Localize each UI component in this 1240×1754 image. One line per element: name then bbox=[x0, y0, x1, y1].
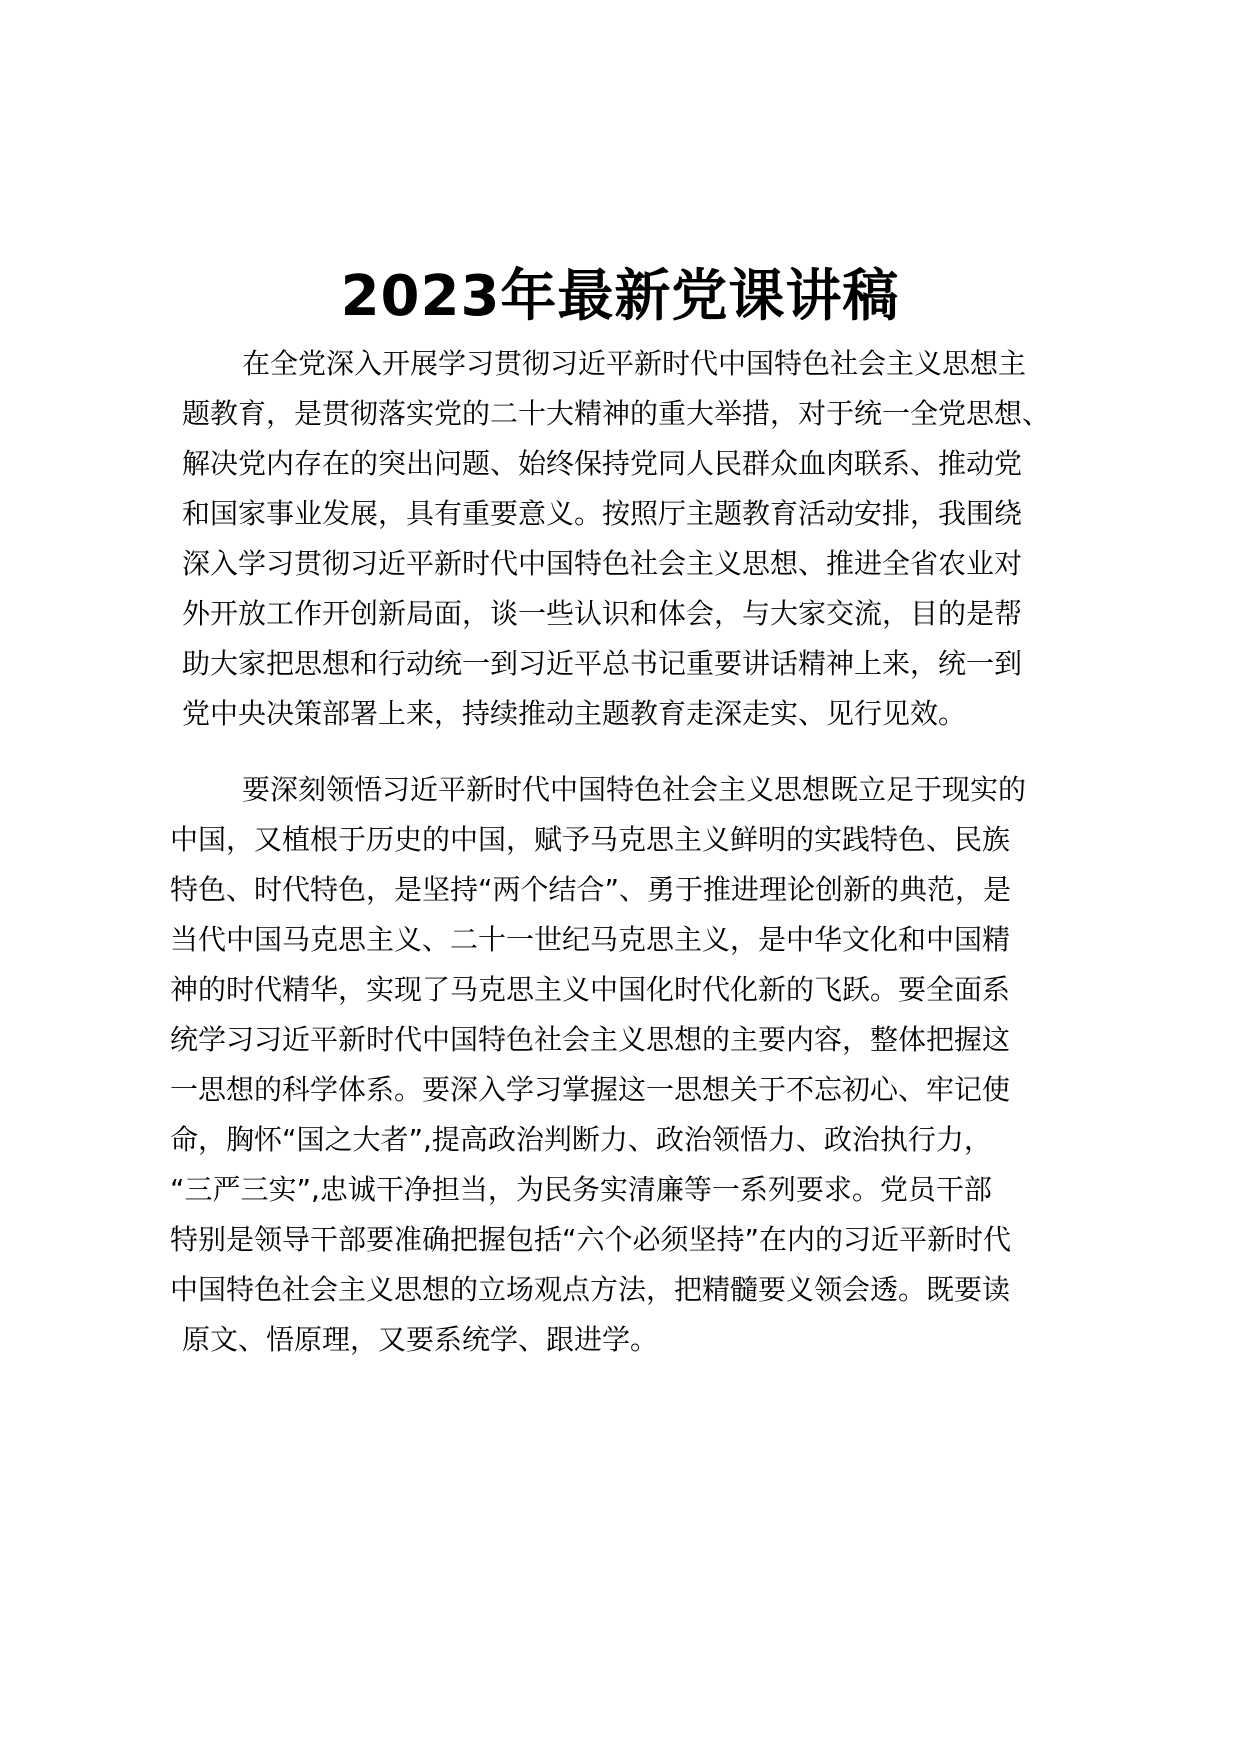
paragraph-1-line-7: 助大家把思想和行动统一到习近平总书记重要讲话精神上来，统一到 bbox=[182, 647, 1023, 680]
paragraph-1-line-4: 和国家事业发展，具有重要意义。按照厅主题教育活动安排，我围绕 bbox=[182, 497, 1023, 530]
paragraph-2-line-8: 命，胸怀“国之大者”,提高政治判断力、政治领悟力、政治执行力， bbox=[170, 1123, 992, 1156]
document-title: 2023年最新党课讲稿 bbox=[340, 264, 900, 329]
paragraph-2-line-11: 中国特色社会主义思想的立场观点方法，把精髓要义领会透。既要读 bbox=[170, 1273, 1011, 1306]
paragraph-2-line-4: 当代中国马克思主义、二十一世纪马克思主义，是中华文化和中国精 bbox=[170, 923, 1011, 956]
paragraph-2-line-1: 要深刻领悟习近平新时代中国特色社会主义思想既立足于现实的 bbox=[242, 773, 1027, 806]
paragraph-2-line-9: “三严三实”,忠诚干净担当，为民务实清廉等一系列要求。党员干部 bbox=[170, 1173, 992, 1206]
paragraph-2-line-12: 原文、悟原理，又要系统学、跟进学。 bbox=[182, 1323, 659, 1356]
paragraph-1-line-5: 深入学习贯彻习近平新时代中国特色社会主义思想、推进全省农业对 bbox=[182, 547, 1023, 580]
paragraph-1-line-8: 党中央决策部署上来，持续推动主题教育走深走实、见行见效。 bbox=[182, 697, 967, 730]
paragraph-1-line-3: 解决党内存在的突出问题、始终保持党同人民群众血肉联系、推动党 bbox=[182, 447, 1023, 480]
paragraph-1-line-1: 在全党深入开展学习贯彻习近平新时代中国特色社会主义思想主 bbox=[242, 347, 1027, 380]
paragraph-1-line-6: 外开放工作开创新局面，谈一些认识和体会，与大家交流，目的是帮 bbox=[182, 597, 1023, 630]
paragraph-2-line-5: 神的时代精华，实现了马克思主义中国化时代化新的飞跃。要全面系 bbox=[170, 973, 1011, 1006]
paragraph-2-line-6: 统学习习近平新时代中国特色社会主义思想的主要内容，整体把握这 bbox=[170, 1023, 1011, 1056]
paragraph-2-line-2: 中国，又植根于历史的中国，赋予马克思主义鲜明的实践特色、民族 bbox=[170, 823, 1011, 856]
paragraph-2-line-3: 特色、时代特色，是坚持“两个结合”、勇于推进理论创新的典范，是 bbox=[170, 873, 1012, 906]
paragraph-1-line-2: 题教育，是贯彻落实党的二十大精神的重大举措，对于统一全党思想、 bbox=[182, 397, 1051, 430]
paragraph-2-line-7: 一思想的科学体系。要深入学习掌握这一思想关于不忘初心、牢记使 bbox=[170, 1073, 1011, 1106]
paragraph-2-line-10: 特别是领导干部要准确把握包括“六个必须坚持”在内的习近平新时代 bbox=[170, 1223, 1012, 1256]
